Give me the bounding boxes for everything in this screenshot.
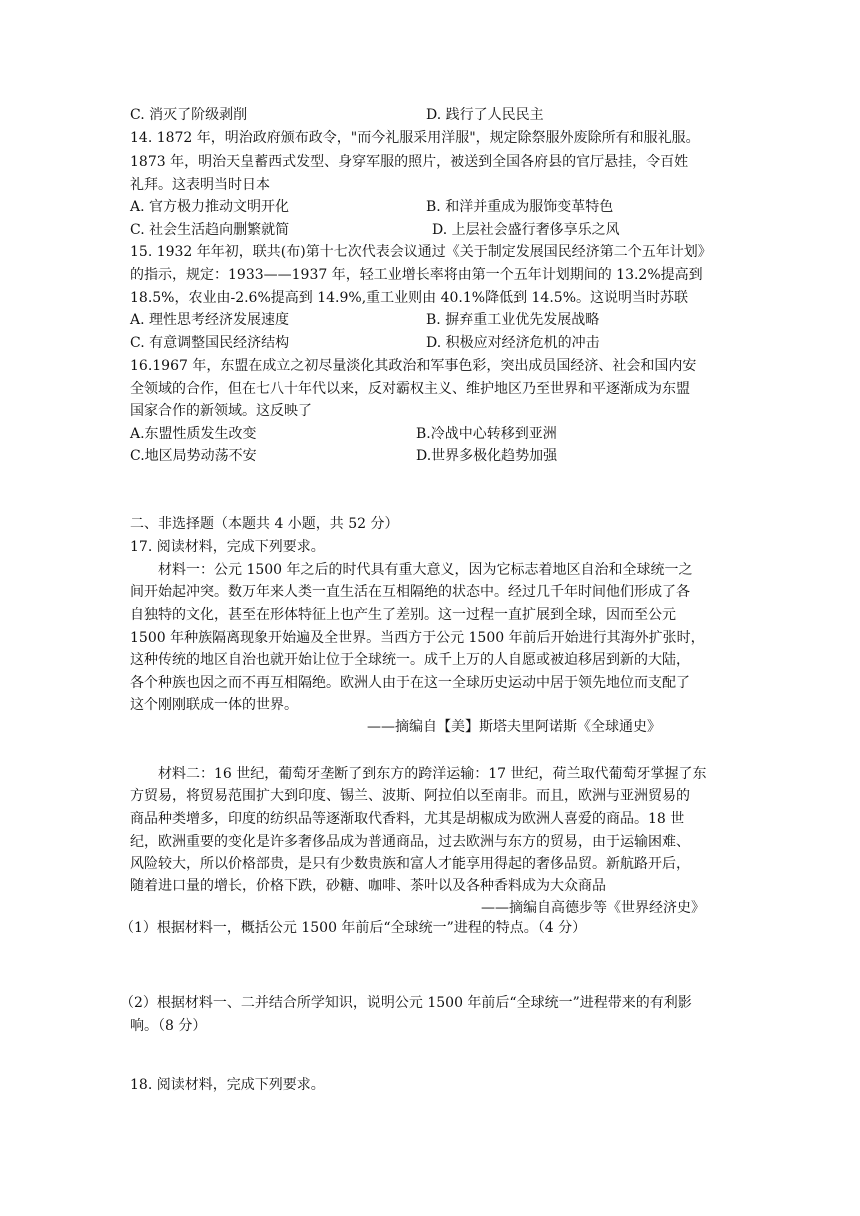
q16-stem-line-3: 国家合作的新领域。这反映了: [130, 403, 312, 419]
q17-material2-line-5: 风险较大，所以价格部贵，是只有少数贵族和富人才能享用得起的奢侈品贸。新航路开后，: [130, 856, 690, 872]
q16-stem-line-2: 全领域的合作，但在七八十年代以来，反对霸权主义、维护地区乃至世界和平逐渐成为东盟: [130, 381, 690, 397]
q17-material1-line-2: 间开始起冲突。数万年来人类一直生活在互相隔绝的状态中。经过几千年时间他们形成了各: [130, 584, 690, 600]
q17-material1-line-3: 自独特的文化，甚至在形体特征上也产生了差别。这一过程一直扩展到全球，因而至公元: [130, 607, 676, 623]
q17-material2-line-6: 随着进口量的增长，价格下跌，砂糖、咖啡、茶叶以及各种香料成为大众商品: [130, 878, 606, 894]
q13-option-c: C. 消灭了阶级剥削: [130, 107, 248, 123]
q17-material2-line-1: 材料二：16 世纪，葡萄牙垄断了到东方的跨洋运输：17 世纪，荷兰取代葡萄牙掌握了东: [158, 766, 707, 782]
q16-option-a: A.东盟性质发生改变: [130, 426, 257, 442]
q17-subquestion-2-line-1: （2）根据材料一、二并结合所学知识，说明公元 1500 年前后“全球统一”进程带来的有利影: [120, 995, 692, 1011]
q17-material1-line-5: 这种传统的地区自治也就开始让位于全球统一。成千上万的人自愿或被迫移居到新的大陆，: [130, 652, 690, 668]
q15-stem-line-1: 15. 1932 年年初，联共(布)第十七次代表会议通过《关于制定发展国民经济第二个五年计划》: [130, 244, 712, 260]
q14-stem-line-1: 14. 1872 年，明治政府颁布政令，"而今礼服采用洋服"，规定除祭服外废除所有和服礼服。: [130, 130, 700, 146]
q15-option-b: B. 摒弃重工业优先发展战略: [426, 312, 600, 328]
q17-material1-line-1: 材料一：公元 1500 年之后的时代具有重大意义，因为它标志着地区自治和全球统一之: [158, 562, 693, 578]
q17-material1-source: ——摘编自【美】斯塔夫里阿诺斯《全球通史》: [367, 719, 661, 735]
section-heading: 二、非选择题（本题共 4 小题，共 52 分）: [130, 516, 399, 532]
q14-option-d: D. 上层社会盛行奢侈享乐之风: [432, 222, 620, 238]
q17-stem: 17. 阅读材料，完成下列要求。: [130, 539, 325, 555]
q16-stem-line-1: 16.1967 年，东盟在成立之初尽量淡化其政治和军事色彩，突出成员国经济、社会和国内安: [130, 358, 697, 374]
q14-option-a: A. 官方极力推动文明开化: [130, 199, 290, 215]
q18-stem: 18. 阅读材料，完成下列要求。: [130, 1077, 325, 1093]
q15-option-d: D. 积极应对经济危机的冲击: [426, 335, 600, 351]
q16-option-d: D.世界多极化趋势加强: [416, 448, 558, 464]
q16-option-b: B.冷战中心转移到亚洲: [416, 426, 557, 442]
q17-material1-line-4: 1500 年种族隔离现象开始遍及全世界。当西方于公元 1500 年前后开始进行其海外扩张时，: [130, 630, 705, 646]
q17-material2-line-2: 方贸易，将贸易范围扩大到印度、锡兰、波斯、阿拉伯以至南非。而且，欧洲与亚洲贸易的: [130, 788, 690, 804]
q14-stem-line-2: 1873 年，明治天皇蓄西式发型、身穿军服的照片，被送到全国各府县的官厅悬挂，令百姓: [130, 154, 689, 170]
q15-option-a: A. 理性思考经济发展速度: [130, 312, 290, 328]
q14-option-c: C. 社会生活趋向删繁就简: [130, 222, 290, 238]
q17-subquestion-2-line-2: 响。（8 分）: [130, 1018, 207, 1034]
q14-option-b: B. 和洋并重成为服饰变革特色: [426, 199, 614, 215]
q17-material1-line-6: 各个种族也因之而不再互相隔绝。欧洲人由于在这一全球历史运动中居于领先地位而支配了: [130, 675, 690, 691]
q17-material2-line-3: 商品种类增多，印度的纺织品等逐渐取代香料，尤其是胡椒成为欧洲人喜爱的商品。18 世: [130, 811, 685, 827]
q17-material1-line-7: 这个刚刚联成一体的世界。: [130, 697, 298, 713]
q14-stem-line-3: 礼拜。这表明当时日本: [130, 177, 270, 193]
q15-option-c: C. 有意调整国民经济结构: [130, 335, 290, 351]
q17-material2-source: ——摘编自高德步等《世界经济史》: [481, 900, 705, 916]
q15-stem-line-2: 的指示，规定：1933——1937 年，轻工业增长率将由第一个五年计划期间的 13.2%提高到: [130, 267, 703, 283]
q16-option-c: C.地区局势动荡不安: [130, 448, 257, 464]
q15-stem-line-3: 18.5%，农业由-2.6%提高到 14.9%,重工业则由 40.1%降低到 14.5%。这说明当时苏联: [130, 290, 688, 306]
q17-subquestion-1: （1）根据材料一，概括公元 1500 年前后“全球统一”进程的特点。（4 分）: [120, 920, 587, 936]
q17-material2-line-4: 纪，欧洲重要的变化是许多奢侈品成为普通商品，过去欧洲与东方的贸易，由于运输困难、: [130, 834, 690, 850]
q13-option-d: D. 践行了人民民主: [426, 107, 544, 123]
